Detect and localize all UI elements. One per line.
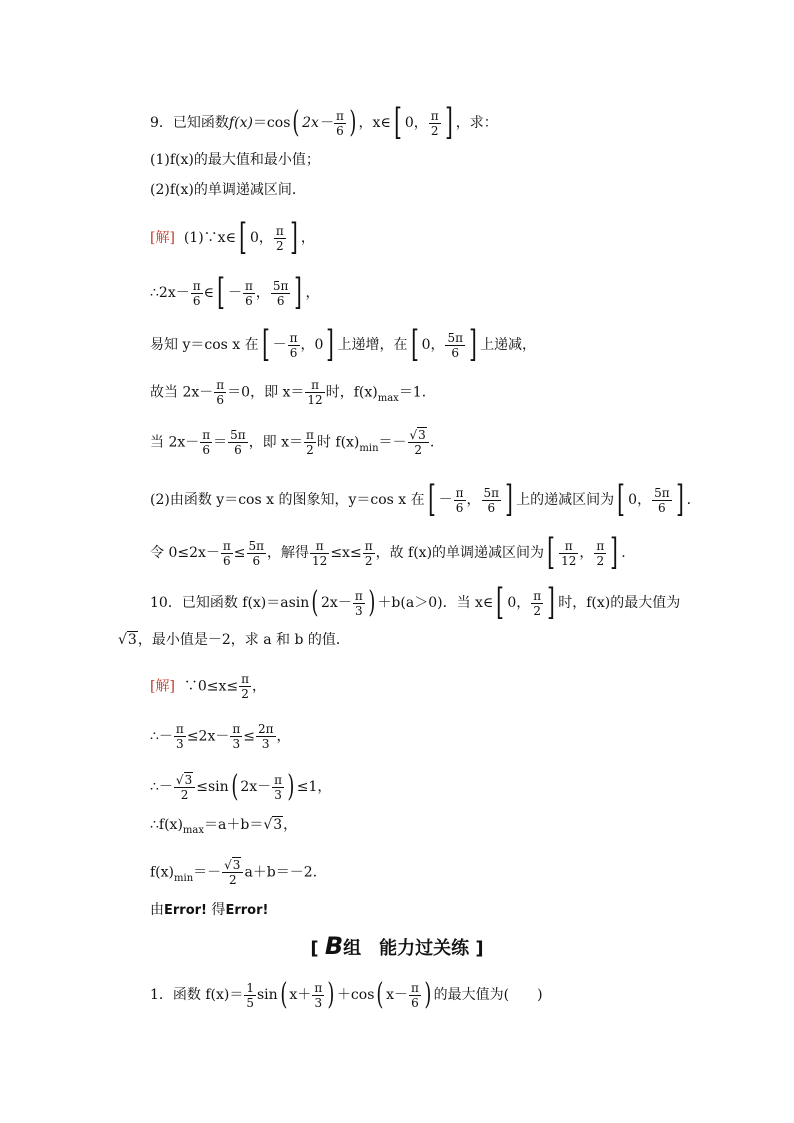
section-b-title: 组 能力过关练: [343, 938, 470, 959]
sol9-line6: (2)由函数 y＝cos x 的图象知，y＝cos x 在[ － $\frac{\pi}{6}$ ， $\frac{5\pi}{6}$ ] 上的递减区间为[ 0， $\frac{5\pi}{6}$ ] .: [150, 479, 692, 520]
solution-label: [解]: [150, 230, 175, 246]
sol10-line5: $f(x)_{min}=-$ $\frac{√3}{2}$ a＋b＝－2.: [150, 858, 318, 887]
q9-stem: 9．已知函数f(x)＝cos( 2x－ $\frac{\pi}{6}$ ) ，x∈[ 0， $\frac{\pi}{2}$ ] ，求：: [150, 102, 498, 143]
q10-stem: 10．已知函数 f(x)＝asin( 2x－ $\frac{\pi}{3}$ ) ＋b(a＞0)．当 x∈[ 0， $\frac{\pi}{2}$ ] 时，f(x)的最大值为: [150, 582, 681, 623]
q9-part2: (2)f(x)的单调递减区间．: [150, 182, 306, 198]
section-b-letter: B: [324, 932, 344, 960]
q9-part1: (1)f(x)的最大值和最小值；: [150, 152, 320, 168]
sol9-line2: ∴2x－ $\frac{\pi}{6}$ ∈[ － $\frac{\pi}{6}$ ， $\frac{5\pi}{6}$ ] ，: [150, 272, 320, 313]
sol10-line2: ∴－ $\frac{\pi}{3}$ ≤2x－ $\frac{\pi}{3}$ ≤ $\frac{2\pi}{3}$ ，: [150, 722, 291, 751]
fraction-pi-2: $\frac{\pi}{2}$: [430, 108, 439, 138]
sol9-line5: 当 2x－ $\frac{\pi}{6}$ ＝ $\frac{5\pi}{6}$ ，即 x＝ $\frac{\pi}{2}$ 时 $f(x)_{min}=-$ $\frac{√3}{2}$ .: [150, 428, 435, 457]
section-b-header: [ B组 能力过关练 ]: [310, 932, 484, 960]
q1-stem: 1．函数 f(x)＝ $\frac{1}{5}$ sin( x＋ $\frac{\pi}{3}$ ) ＋cos( x－ $\frac{\pi}{6}$ ) 的最大值为( ): [150, 977, 543, 1012]
fraction-pi-6: $\frac{\pi}{6}$: [335, 108, 344, 138]
sol9-line7: 令 0≤2x－ $\frac{\pi}{6}$ ≤ $\frac{5\pi}{6}$ ，解得 $\frac{\pi}{12}$ ≤x≤ $\frac{\pi}{2}$ ，故 f(x)的单调递减区间为[ $\frac{\pi}{12}$ ， $\frac{\pi}{2}$ ] .: [150, 532, 626, 573]
sol10-line3: ∴－ $\frac{√3}{2}$ ≤sin( 2x－ $\frac{\pi}{3}$ ) ≤1，: [150, 769, 332, 804]
sol9-line4: 故当 2x－ $\frac{\pi}{6}$ ＝0，即 x＝ $\frac{\pi}{12}$ 时，$f(x)_{max}=1$．: [150, 378, 436, 407]
sol9-line3: 易知 y＝cos x 在[ － $\frac{\pi}{6}$ ，0] 上递增，在[ 0， $\frac{5\pi}{6}$ ] 上递减，: [150, 324, 537, 365]
sol10-line4: $\therefore f(x)_{max}=a+b=√3$，: [150, 817, 298, 836]
sol9-line1: [解] (1)∵x∈[ 0， $\frac{\pi}{2}$ ] ，: [150, 217, 315, 258]
sol10-line6: 由Error! 得Error!: [150, 902, 269, 918]
solution-label: [解]: [150, 678, 175, 695]
q10-stem-line2: √3，最小值是－2，求 a 和 b 的值．: [118, 632, 350, 648]
sol10-line1: [解] ∵0≤x≤ $\frac{\pi}{2}$ ，: [150, 672, 266, 701]
